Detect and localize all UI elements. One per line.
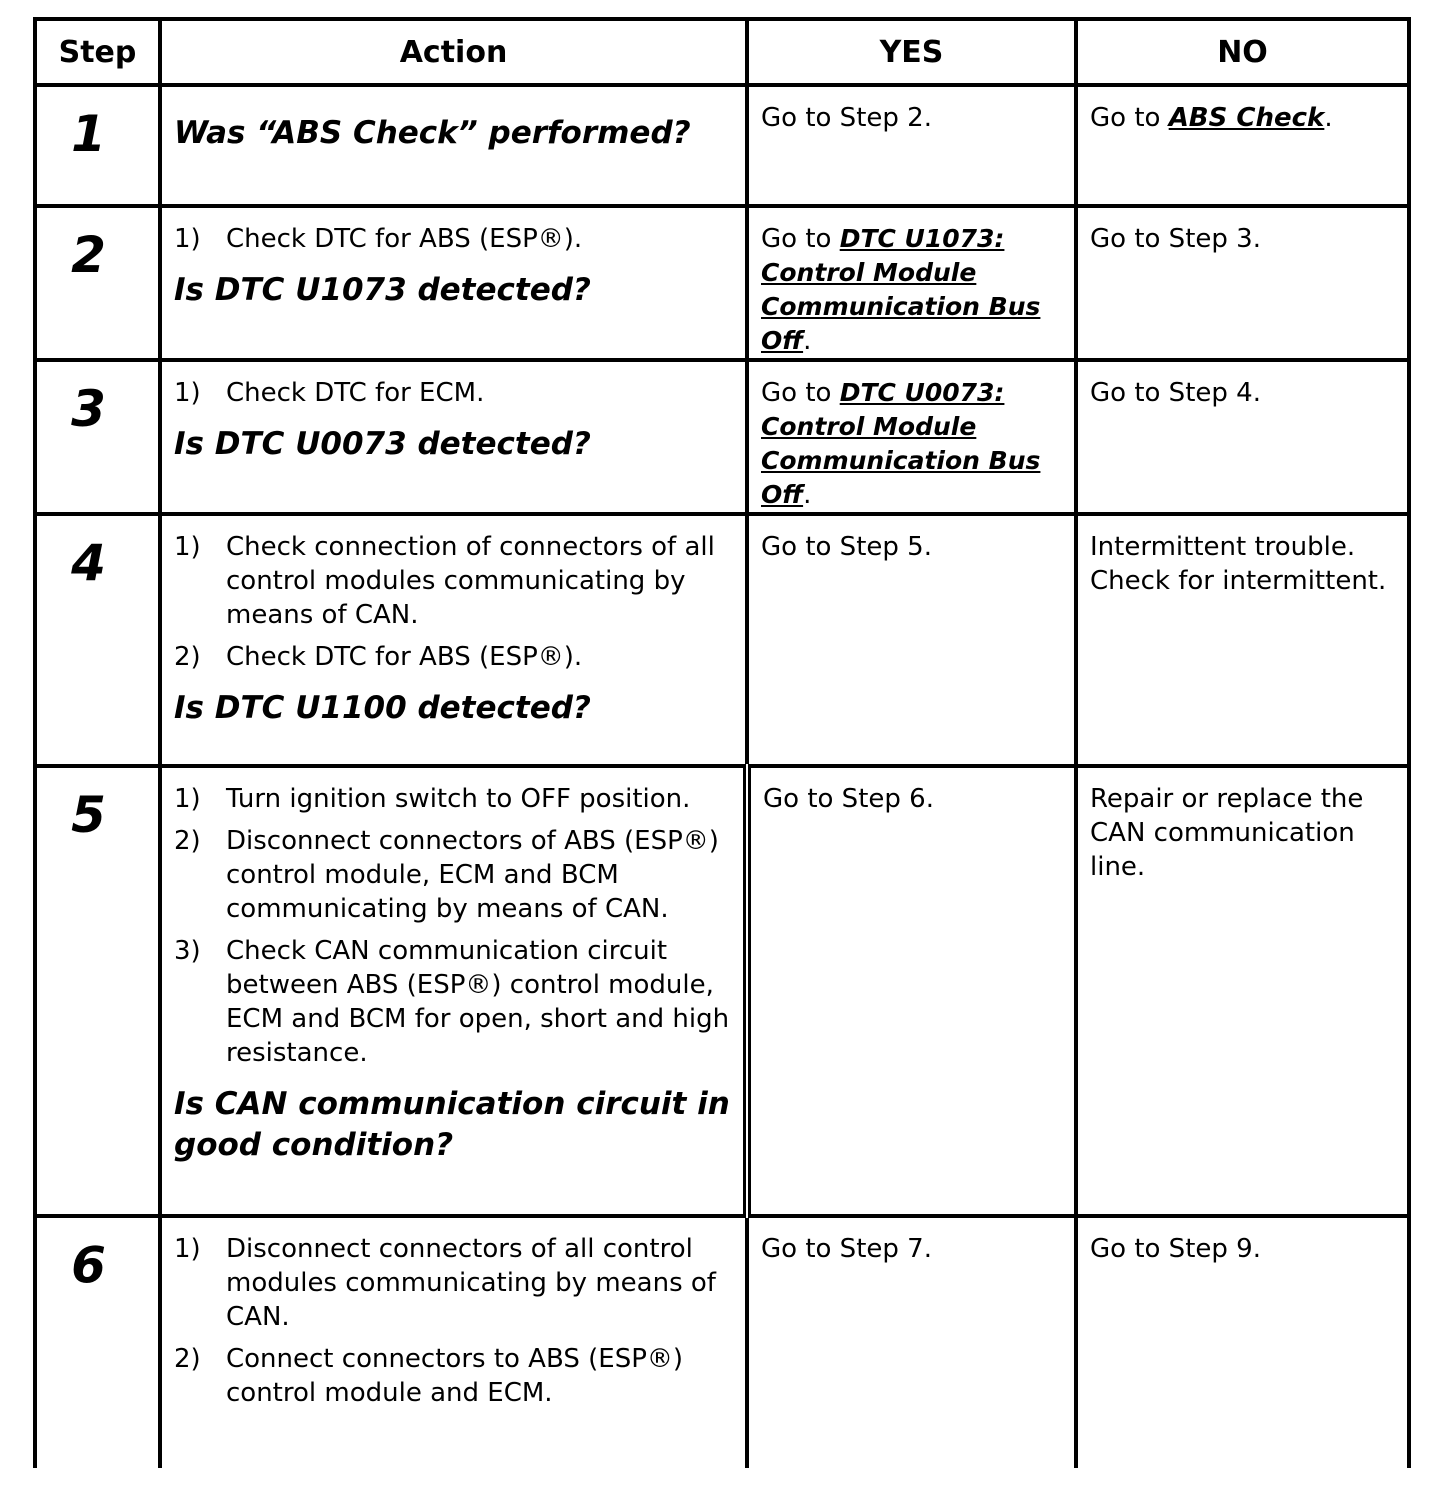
action-item-number: 1) — [174, 532, 201, 562]
yes-text: Go to Step 6. — [763, 784, 934, 814]
step-question: Is DTC U1100 detected? — [174, 690, 591, 726]
action-list — [174, 782, 733, 1070]
action-item — [174, 222, 735, 256]
step-cell — [35, 85, 160, 206]
action-item-number: 2) — [174, 1344, 201, 1374]
no-cell — [1076, 85, 1409, 206]
step-question: Was “ABS Check” performed? — [174, 115, 691, 151]
header-step: Step — [35, 19, 160, 85]
action-item — [174, 934, 733, 1070]
action-cell — [160, 360, 747, 514]
action-item-text: Check DTC for ABS (ESP®). — [226, 642, 583, 672]
action-item-text: Disconnect connectors of all control modules communicating by means of CAN. — [226, 1234, 716, 1332]
yes-cell — [747, 1216, 1076, 1468]
action-item-number: 2) — [174, 826, 201, 856]
no-cell — [1076, 766, 1409, 1216]
yes-text: Go to — [761, 224, 840, 254]
action-list — [174, 222, 735, 256]
yes-cell — [747, 206, 1076, 360]
action-cell — [160, 1216, 747, 1468]
diagnostic-flow-table — [33, 17, 1411, 1468]
no-text: Intermittent trouble. Check for intermittent. — [1090, 532, 1387, 596]
action-item-number: 2) — [174, 642, 201, 672]
action-item-number: 1) — [174, 378, 201, 408]
yes-text-suffix: . — [803, 480, 812, 510]
step-number: 3 — [71, 380, 106, 438]
action-cell — [160, 206, 747, 360]
action-cell — [160, 514, 747, 766]
no-text: Go to — [1090, 103, 1169, 133]
table-row — [35, 85, 1409, 206]
header-action: Action — [160, 19, 747, 85]
no-text-suffix: . — [1324, 103, 1333, 133]
step-question: Is DTC U1073 detected? — [174, 272, 591, 308]
action-item — [174, 782, 733, 816]
action-item — [174, 824, 733, 926]
yes-cell — [747, 514, 1076, 766]
step-question: Is DTC U0073 detected? — [174, 426, 591, 462]
yes-text: Go to Step 7. — [761, 1234, 932, 1264]
step-question: Is CAN communication circuit in good condition? — [174, 1086, 730, 1163]
yes-cell — [747, 85, 1076, 206]
no-cell — [1076, 360, 1409, 514]
no-cell — [1076, 1216, 1409, 1468]
step-number: 5 — [71, 786, 106, 844]
step-cell — [35, 206, 160, 360]
table-row — [35, 1216, 1409, 1468]
step-cell — [35, 766, 160, 1216]
table-row — [35, 514, 1409, 766]
step-number: 4 — [71, 534, 106, 592]
action-item-number: 3) — [174, 936, 201, 966]
step-number: 2 — [71, 226, 106, 284]
action-item-text: Check connection of connectors of all control modules communicating by means of CAN. — [226, 532, 715, 630]
step-cell — [35, 360, 160, 514]
action-item-text: Disconnect connectors of ABS (ESP®) control module, ECM and BCM communicating by means of CAN. — [226, 826, 719, 924]
header-no: NO — [1076, 19, 1409, 85]
yes-text: Go to — [761, 378, 840, 408]
no-cell — [1076, 206, 1409, 360]
action-item-text: Check DTC for ABS (ESP®). — [226, 224, 583, 254]
action-item-text: Check DTC for ECM. — [226, 378, 485, 408]
action-item — [174, 1342, 735, 1410]
yes-reference-link[interactable]: DTC U0073: Control Module Communication Bus Off — [761, 378, 1041, 509]
action-item — [174, 376, 735, 410]
action-item — [174, 530, 735, 632]
action-list — [174, 1232, 735, 1410]
step-cell — [35, 514, 160, 766]
yes-reference-link[interactable]: DTC U1073: Control Module Communication Bus Off — [761, 224, 1041, 355]
table-row — [35, 766, 1409, 1216]
action-item — [174, 640, 735, 674]
no-cell — [1076, 514, 1409, 766]
table-row — [35, 206, 1409, 360]
action-item-number: 1) — [174, 784, 201, 814]
step-number: 6 — [71, 1236, 106, 1294]
yes-text-suffix: . — [803, 326, 812, 356]
step-number: 1 — [71, 105, 106, 163]
yes-cell — [747, 766, 1076, 1216]
table-row — [35, 360, 1409, 514]
yes-cell — [747, 360, 1076, 514]
action-cell — [160, 766, 747, 1216]
table-header-row — [35, 19, 1409, 85]
no-reference-link[interactable]: ABS Check — [1168, 103, 1325, 133]
yes-text: Go to Step 5. — [761, 532, 932, 562]
yes-text: Go to Step 2. — [761, 103, 932, 133]
no-text: Go to Step 4. — [1090, 378, 1261, 408]
action-cell — [160, 85, 747, 206]
no-text: Repair or replace the CAN communication line. — [1090, 784, 1364, 882]
no-text: Go to Step 9. — [1090, 1234, 1261, 1264]
diagnostic-table-page — [33, 17, 1407, 1487]
step-cell — [35, 1216, 160, 1468]
action-list — [174, 530, 735, 674]
no-text: Go to Step 3. — [1090, 224, 1261, 254]
action-item — [174, 1232, 735, 1334]
action-item-text: Check CAN communication circuit between ABS (ESP®) control module, ECM and BCM for open, short and high resistance. — [226, 936, 730, 1068]
action-item-number: 1) — [174, 1234, 201, 1264]
action-item-text: Connect connectors to ABS (ESP®) control module and ECM. — [226, 1344, 684, 1408]
action-item-number: 1) — [174, 224, 201, 254]
action-list — [174, 376, 735, 410]
header-yes: YES — [747, 19, 1076, 85]
action-item-text: Turn ignition switch to OFF position. — [226, 784, 691, 814]
